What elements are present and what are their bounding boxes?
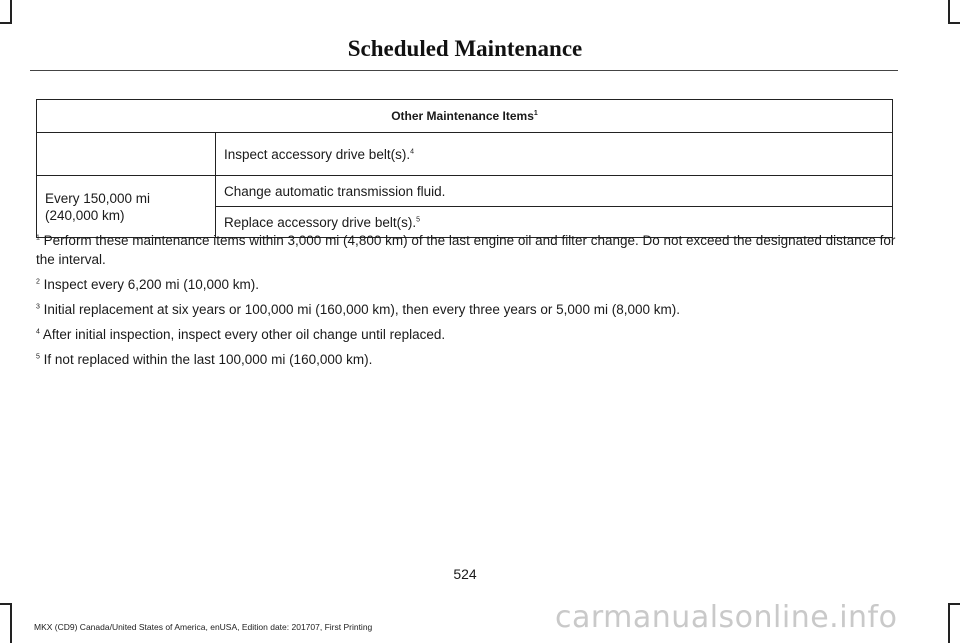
- footnote-text: Inspect every 6,200 mi (10,000 km).: [43, 277, 260, 292]
- table-title: [37, 100, 893, 133]
- footnote-ref: 5: [416, 216, 420, 223]
- item-text: Inspect accessory drive belt(s).: [224, 146, 411, 162]
- crop-mark-bottom-right: [948, 603, 950, 643]
- watermark: carmanualsonline.info: [555, 600, 898, 635]
- crop-mark-top-left: [10, 0, 12, 22]
- footnote: [36, 300, 896, 319]
- table-title-text: Other Maintenance Items: [391, 109, 534, 123]
- crop-mark-bottom-left: [0, 603, 12, 605]
- footnote: [36, 350, 896, 369]
- item-text: Replace accessory drive belt(s).: [224, 214, 417, 230]
- footnote-ref: 4: [410, 148, 414, 155]
- footnote: [36, 325, 896, 344]
- edition-info: MKX (CD9) Canada/United States of America, enUSA, Edition date: 201707, First Printing: [34, 622, 373, 632]
- footnote: [36, 231, 896, 269]
- header-divider: [30, 70, 898, 71]
- table-header-row: [37, 100, 893, 133]
- table-row: [37, 133, 893, 176]
- footnotes: [36, 231, 896, 375]
- crop-mark-bottom-left: [10, 603, 12, 643]
- maintenance-table: [36, 99, 893, 238]
- footnote-text: If not replaced within the last 100,000 mi (160,000 km).: [43, 352, 373, 367]
- footnote-number: 3: [36, 303, 40, 311]
- page-number: 524: [453, 566, 477, 582]
- item-cell: [216, 176, 893, 207]
- footnote-number: 4: [36, 328, 40, 336]
- footnote-number: 2: [36, 278, 40, 286]
- footnote-text: Initial replacement at six years or 100,000 mi (160,000 km), then every three years or 5,000 mi (8,000 km).: [43, 302, 680, 317]
- footnote-text: Perform these maintenance items within 3,000 mi (4,800 km) of the last engine oil and filter change. Do not exceed the designated distance for the interval.: [36, 233, 896, 267]
- interval-cell: [37, 133, 216, 176]
- crop-mark-bottom-right: [948, 603, 960, 605]
- footnote: [36, 275, 896, 294]
- interval-cell: Every 150,000 mi (240,000 km): [37, 176, 216, 238]
- footnote-number: 1: [36, 234, 40, 242]
- table-row: [37, 176, 893, 207]
- footnote-ref: 1: [533, 110, 538, 117]
- footnote-text: After initial inspection, inspect every other oil change until replaced.: [42, 327, 446, 342]
- crop-mark-top-left: [0, 22, 12, 24]
- item-text: Change automatic transmission fluid.: [224, 183, 446, 199]
- page-title: Scheduled Maintenance: [347, 36, 583, 61]
- footnote-number: 5: [36, 353, 40, 361]
- crop-mark-top-right: [948, 22, 960, 24]
- crop-mark-top-right: [948, 0, 950, 22]
- item-cell: [216, 133, 893, 176]
